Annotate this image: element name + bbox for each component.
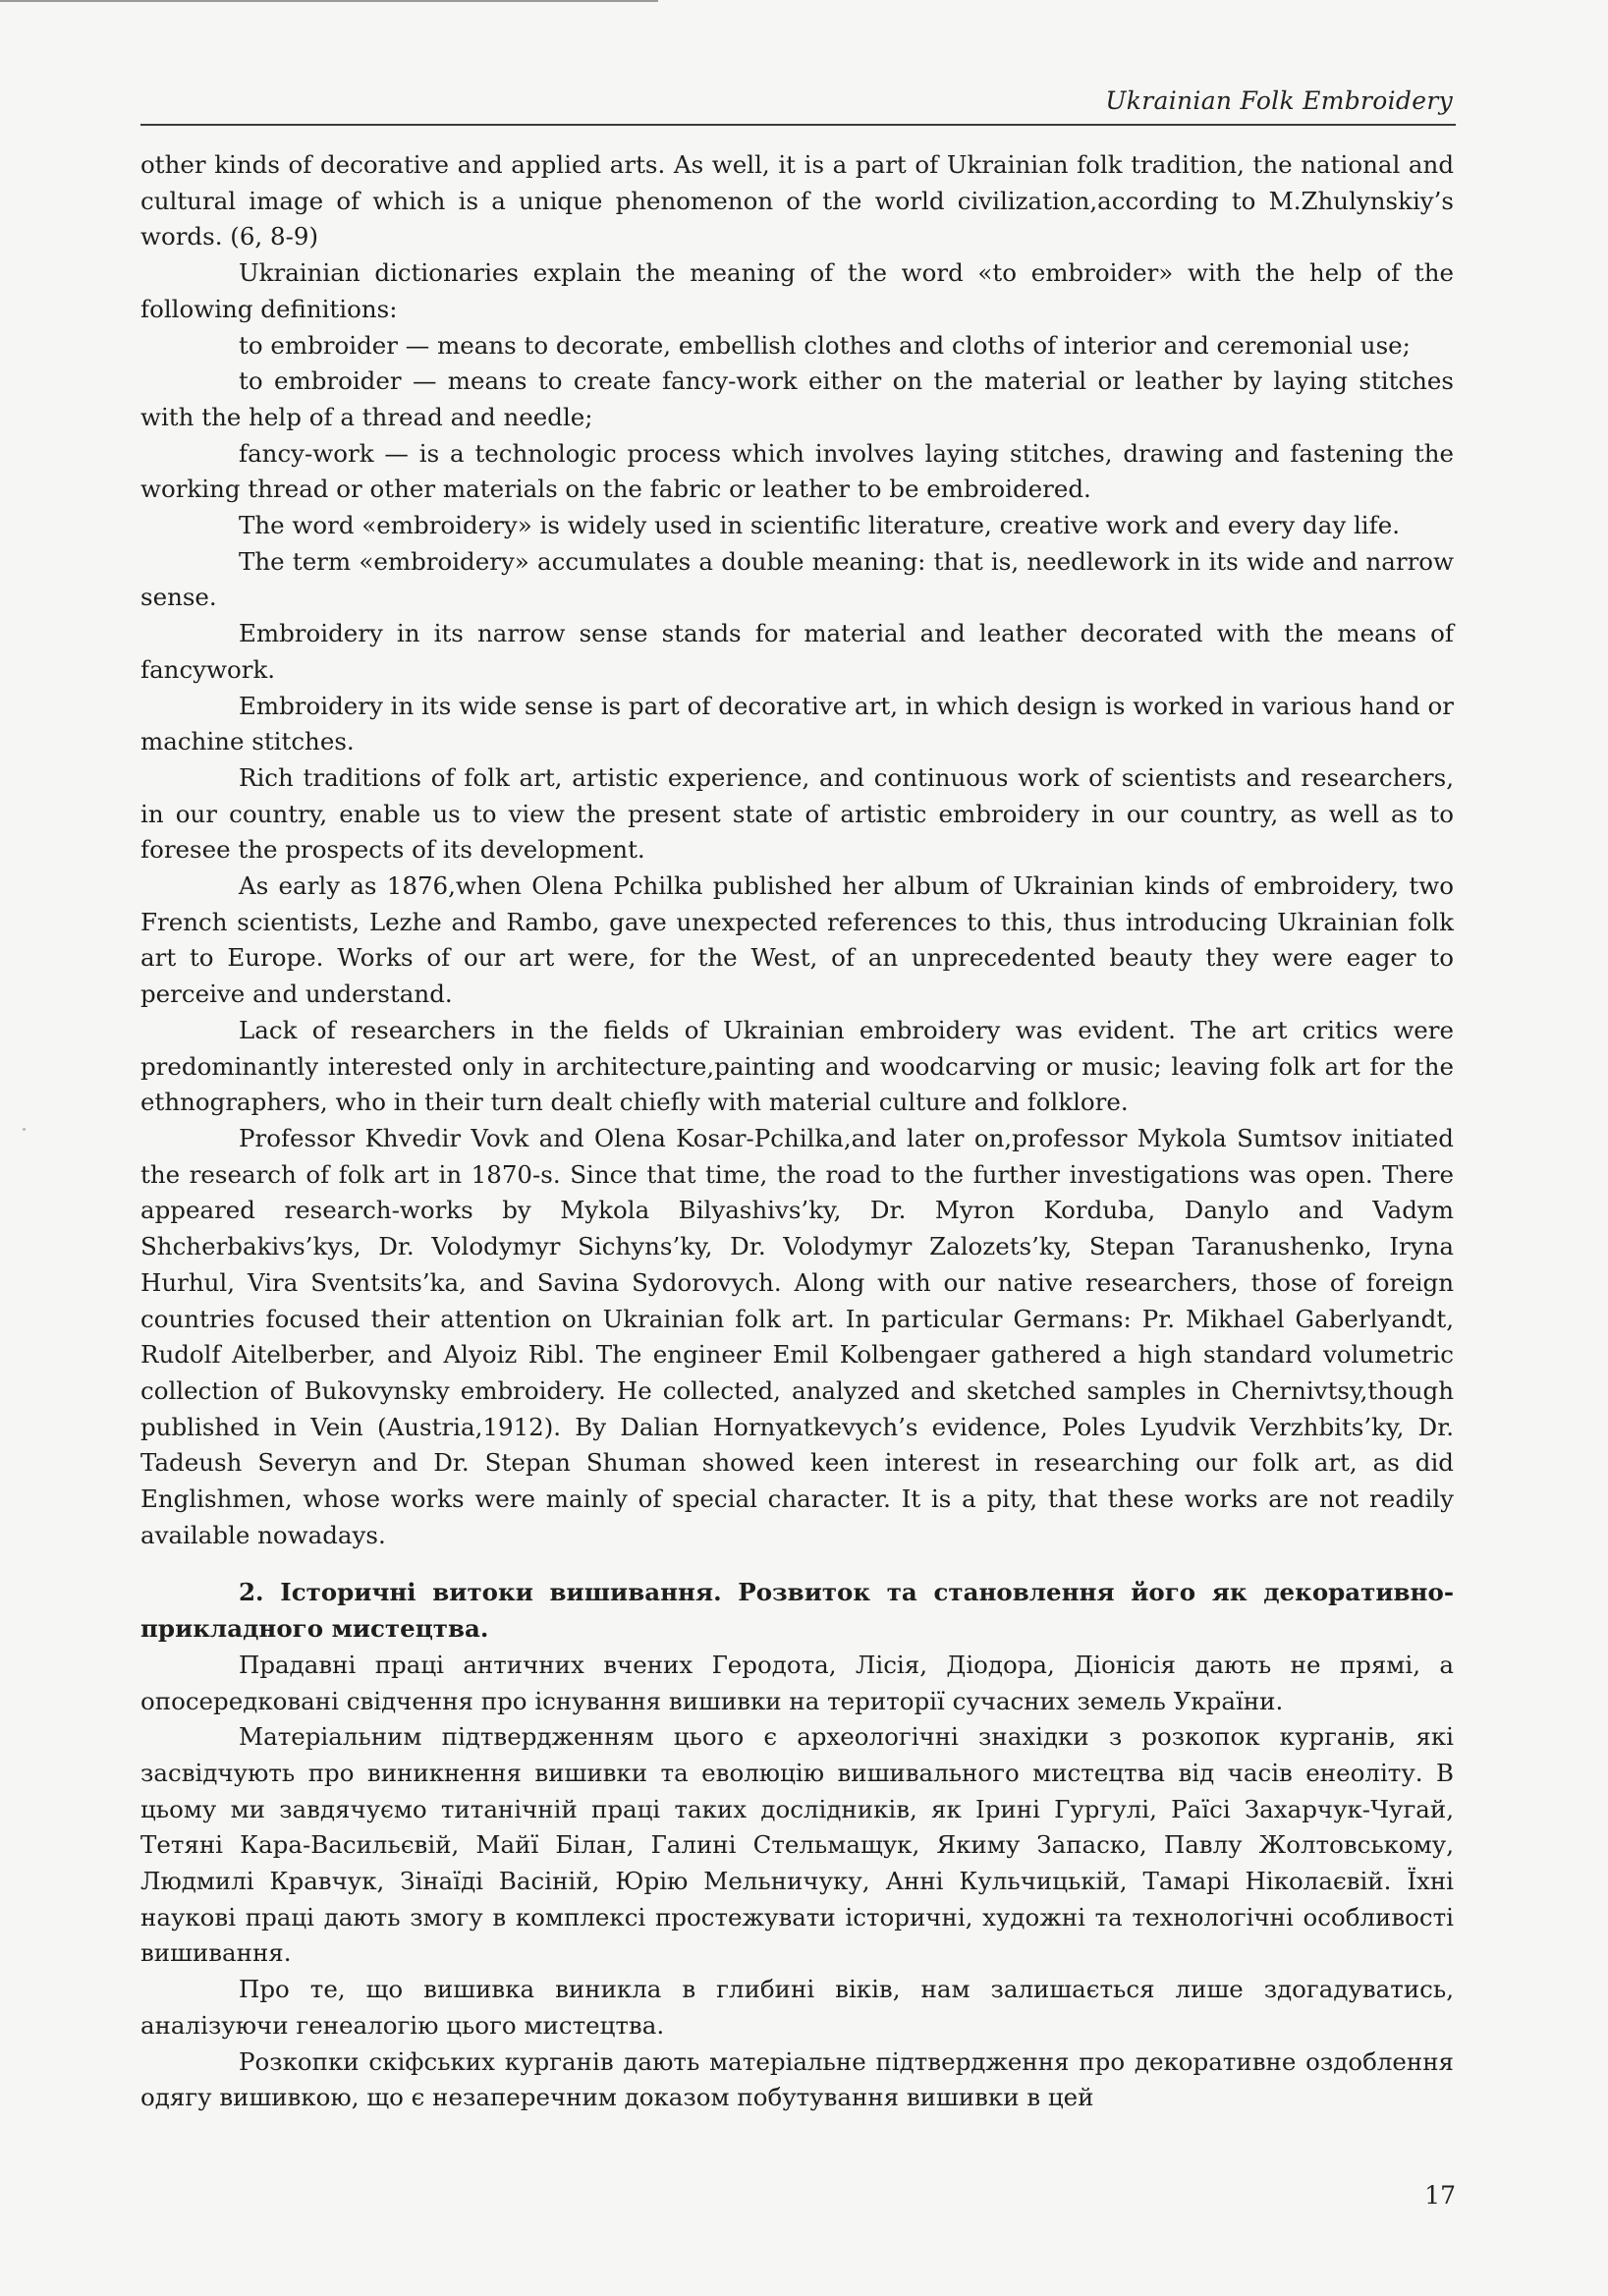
paragraph: to embroider — means to create fancy-work either on the material or leather by laying stitches with the help of a thread and needle;: [140, 366, 1454, 431]
paragraph: Ukrainian dictionaries explain the meaning of the word «to embroider» with the help of the following definitions:: [140, 258, 1454, 323]
section-heading: 2. Історичні витоки вишивання. Розвиток та становлення його як декоративно-прикладного мистецтва.: [140, 1578, 1454, 1644]
running-header-title: Ukrainian Folk Embroidery: [1105, 86, 1453, 115]
paragraph: Embroidery in its wide sense is part of decorative art, in which design is worked in various hand or machine stitches.: [140, 691, 1454, 756]
paragraph-ukrainian: Про те, що вишивка виникла в глибині віків, нам залишається лише здогадуватись, аналізуючи генеалогію цього мистецтва.: [140, 1975, 1454, 2040]
paragraph: The term «embroidery» accumulates a double meaning: that is, needlework in its wide and narrow sense.: [140, 546, 1454, 612]
scan-edge-line: [0, 0, 658, 2]
paragraph: fancy-work — is a technologic process which involves laying stitches, drawing and fastening the working thread or other materials on the fabric or leather to be embroidered.: [140, 438, 1454, 504]
paragraph: The word «embroidery» is widely used in scientific literature, creative work and every day life.: [239, 511, 1400, 540]
paragraph-ukrainian: Прадавні праці античних вчених Геродота, Лісія, Діодора, Діонісія дають не прямі, а опосередковані свідчення про існування вишивки на території сучасних земель України.: [140, 1650, 1454, 1715]
margin-speck: [23, 1128, 26, 1131]
paragraph: other kinds of decorative and applied arts. As well, it is a part of Ukrainian folk tradition, the national and cultural image of which is a unique phenomenon of the world civilization,according to M.Zhulynskiy’s words. (6, 8-9): [140, 150, 1454, 252]
paragraph: Lack of researchers in the fields of Ukrainian embroidery was evident. The art critics were predominantly interested only in architecture,painting and woodcarving or music; leaving folk art for the ethnographers, who in their turn dealt chiefly with material culture and folklore.: [140, 1015, 1454, 1117]
paragraph: Embroidery in its narrow sense stands for material and leather decorated with the means of fancywork.: [140, 619, 1454, 684]
paragraph: to embroider — means to decorate, embellish clothes and cloths of interior and ceremonial use;: [239, 330, 1411, 360]
paragraph: Professor Khvedir Vovk and Olena Kosar-Pchilka,and later on,professor Mykola Sumtsov initiated the research of folk art in 1870-s. Since that time, the road to the further investigations was open. There appeared research-works by Mykola Bilyashivs’ky, Dr. Myron Korduba, Danylo and Vadym Shcherbakivs’kys, Dr. Volodymyr Sichyns’ky, Dr. Volodymyr Zalozets’ky, Stepan Taranushenko, Iryna Hurhul, Vira Sventsits’ka, and Savina Sydorovych. Along with our native researchers, those of foreign countries focused their attention on Ukrainian folk art. In particular Germans: Pr. Mikhael Gaberlyandt, Rudolf Aitelberber, and Alyoiz Ribl. The engineer Emil Kolbengaer gathered a high standard volumetric collection of Bukovynsky embroidery. He collected, analyzed and sketched samples in Chernivtsy,though published in Vein (Austria,1912). By Dalian Hornyatkevych’s evidence, Poles Lyudvik Verzhbits’ky, Dr. Tadeush Severyn and Dr. Stepan Shuman showed keen interest in researching our folk art, as did Englishmen, whose works were mainly of special character. It is a pity, that these works are not readily available nowadays.: [140, 1123, 1454, 1549]
paragraph: Rich traditions of folk art, artistic experience, and continuous work of scientists and researchers, in our country, enable us to view the present state of artistic embroidery in our country, as well as to foresee the prospects of its development.: [140, 762, 1454, 865]
page-number: 17: [1424, 2181, 1456, 2210]
paragraph-ukrainian: Матеріальним підтвердженням цього є археологічні знахідки з розкопок курганів, які засвідчують про виникнення вишивки та еволюцію вишивального мистецтва від часів енеоліту. В цьому ми завдячуємо титанічній праці таких дослідників, як Ірині Гургулі, Раїсі Захарчук-Чугай, Тетяні Кара-Васильєвій, Майї Білан, Галині Стельмащук, Якиму Запаско, Павлу Жолтовському, Людмилі Кравчук, Зінаїді Васіній, Юрію Мельничуку, Анні Кульчицькій, Тамарі Ніколаєвій. Їхні наукові праці дають змогу в комплексі простежувати історичні, художні та технологічні особливості вишивання.: [140, 1722, 1454, 1968]
paragraph: As early as 1876,when Olena Pchilka published her album of Ukrainian kinds of embroidery, two French scientists, Lezhe and Rambo, gave unexpected references to this, thus introducing Ukrainian folk art to Europe. Works of our art were, for the West, of an unprecedented beauty they were eager to perceive and understand.: [140, 871, 1454, 1009]
body-text: [140, 147, 1454, 2116]
paragraph-ukrainian: Розкопки скіфських курганів дають матеріальне підтвердження про декоративне оздоблення одягу вишивкою, що є незаперечним доказом побутування вишивки в цей: [140, 2046, 1454, 2112]
header-rule: [140, 124, 1456, 126]
